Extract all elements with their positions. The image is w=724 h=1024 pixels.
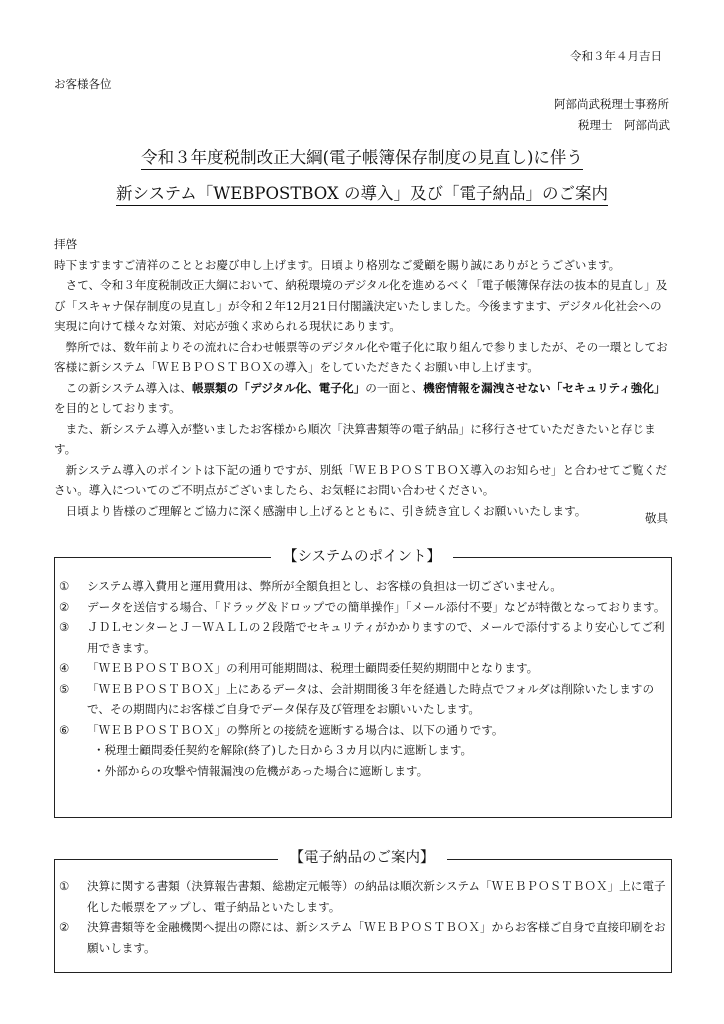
point-item: ⑤ 「ＷＥＢＰＯＳＴＢＯＸ」上にあるデータは、会計期間後３年を経過した時点でフォルダは削除いたしますので、その期間内にお客様ご自身でデータ保存及び管理をお願いいたします。	[59, 681, 655, 716]
point-sub-item: ・税理士顧問委任契約を解除(終了)した日から３カ月以内に遮断します。	[93, 743, 473, 757]
delivery-item: ② 決算書類等を金融機関へ提出の際には、新システム「ＷＥＢＰＯＳＴＢＯＸ」からお客様ご自身で直接印刷をお願いします。	[59, 920, 666, 955]
paragraph-6: 新システム導入のポイントは下記の通りですが、別紙「ＷＥＢＰＯＳＴＢＯＸ導入のお知らせ」と合わせてご覧ください。導入についてのご不明点がございましたら、お気軽にお問い合わせください。	[54, 462, 667, 497]
delivery-heading: 【電子納品のご案内】	[0, 846, 724, 867]
point-item: ⑥ 「ＷＥＢＰＯＳＴＢＯＸ」の弊所との接続を遮断する場合は、以下の通りです。	[59, 722, 504, 737]
point-item: ② データを送信する場合、「ドラッグ＆ドロップでの簡単操作」「メール添付不要」などが特徴となっております。	[59, 599, 666, 614]
sender-name: 税理士 阿部尚武	[578, 118, 670, 132]
paragraph-3: 弊所では、数年前よりその流れに合わせ帳票等のデジタル化や電子化に取り組んで参りましたが、その一環としてお客様に新システム「ＷＥＢＰＯＳＴＢＯＸの導入」をしていただきたくお願い申し上げます。	[54, 339, 668, 374]
document-title-line2: 新システム「WEBPOSTBOX の導入」及び「電子納品」のご案内	[0, 180, 724, 204]
paragraph-7: 日頃より皆様のご理解とご協力に深く感謝申し上げるとともに、引き続き宜しくお願いいたします。	[65, 503, 587, 518]
paragraph-5: また、新システム導入が整いましたお客様から順次「決算書類等の電子納品」に移行させていただきたいと存じます。	[54, 421, 656, 456]
point-item: ① システム導入費用と運用費用は、弊所が全額負担とし、お客様の負担は一切ございません。	[59, 579, 562, 593]
letter-opening: 拝啓	[54, 237, 78, 251]
letter-closing: 敬具	[645, 511, 668, 525]
system-points-box	[54, 557, 672, 818]
letter-date: 令和３年４月吉日	[570, 49, 662, 63]
point-item: ④ 「ＷＥＢＰＯＳＴＢＯＸ」の利用可能期間は、税理士顧問委任契約期間中となります。	[59, 661, 539, 675]
delivery-box	[54, 859, 672, 973]
paragraph-4: この新システム導入は、帳票類の「デジタル化、電子化」の一面と、機密情報を漏洩させない「セキュリティ強化」を目的としております。	[54, 380, 666, 415]
sender-office: 阿部尚武税理士事務所	[554, 97, 669, 111]
document-title-line1: 令和３年度税制改正大綱(電子帳簿保存制度の見直し)に伴う	[0, 144, 724, 168]
addressee: お客様各位	[54, 77, 112, 91]
point-sub-item: ・外部からの攻撃や情報漏洩の危機があった場合に遮断します。	[93, 763, 429, 778]
paragraph-2: さて、令和３年度税制改正大綱において、納税環境のデジタル化を進めるべく「電子帳簿保存法の抜本的見直し」及び「スキャナ保存制度の見直し」が令和２年12月21日付閣議決定いたしました。今後ますます、デジタル化社会への実現に向けて様々な対策、対応が強く求められる現状にあります。	[54, 278, 668, 333]
letter-body	[54, 234, 670, 521]
delivery-item: ① 決算に関する書類（決算報告書類、総勘定元帳等）の納品は順次新システム「ＷＥＢＰＯＳＴＢＯＸ」上に電子化した帳票をアップし、電子納品といたします。	[59, 879, 666, 914]
paragraph-1: 時下ますますご清祥のこととお慶び申し上げます。日頃より格別なご愛顧を賜り誠にありがとうございます。	[54, 257, 621, 272]
system-points-heading: 【システムのポイント】	[0, 545, 724, 566]
point-item: ③ ＪＤＬセンターとＪ－ＷＡＬＬの２段階でセキュリティがかかりますので、メールで添付するより安心してご利用できます。	[59, 620, 665, 655]
